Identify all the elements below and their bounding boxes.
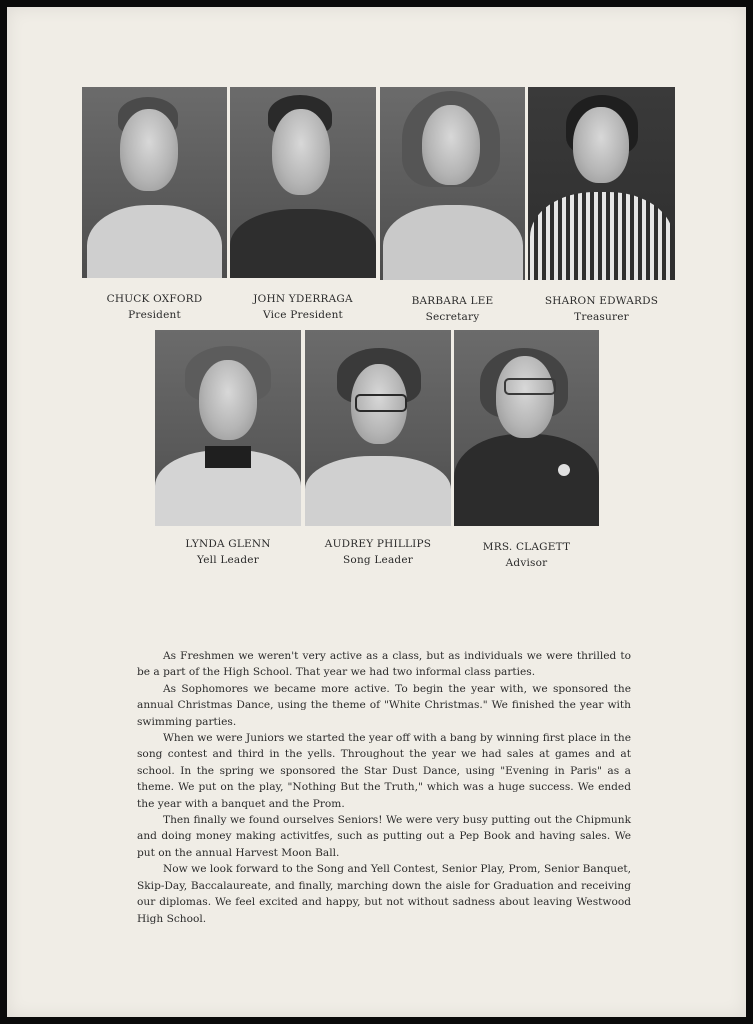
officer-name: CHUCK OXFORD bbox=[106, 293, 203, 305]
paragraph-sophomores: As Sophomores we became more active. To begin the year with, we sponsored the annual Christmas Dance, using the theme of "White Christmas." We finished the year with swimming parties. bbox=[137, 682, 631, 728]
paragraph-seniors: Then finally we found ourselves Seniors! We were very busy putting out the Chipmunk and doing money making activitfes, such as putting out a Pep Book and having sales. We put on the annual Harvest Moon Ball. bbox=[137, 814, 631, 859]
caption-mrs-clagett bbox=[454, 539, 599, 571]
officer-name: BARBARA LEE bbox=[411, 295, 494, 307]
officer-name: LYNDA GLENN bbox=[185, 538, 271, 550]
portrait-sharon-edwards bbox=[528, 87, 675, 280]
officer-name: SHARON EDWARDS bbox=[544, 295, 659, 307]
portrait-john-yderraga bbox=[230, 87, 376, 278]
portrait-mrs-clagett bbox=[454, 330, 599, 526]
portrait-barbara-lee bbox=[380, 87, 525, 280]
caption-barbara-lee bbox=[380, 293, 525, 325]
caption-john-yderraga bbox=[230, 291, 376, 323]
officer-role: Advisor bbox=[505, 557, 548, 569]
portrait-audrey-phillips bbox=[305, 330, 451, 526]
caption-sharon-edwards bbox=[528, 293, 675, 325]
class-history bbox=[137, 648, 631, 927]
paragraph-freshmen: As Freshmen we weren't very active as a class, but as individuals we were thrilled to be a part of the High School. That year we had two informal class parties. bbox=[137, 650, 631, 679]
caption-lynda-glenn bbox=[155, 536, 301, 568]
paragraph-juniors: When we were Juniors we started the year off with a bang by winning first place in the song contest and third in the yells. Throughout the year we had sales at games and at school. In the spring we sponsored the Star Dust Dance, using "Evening in Paris" as a theme. We put on the play, "Nothing But the Truth," which was a huge success. We ended the year with a banquet and the Prom. bbox=[137, 732, 631, 810]
officer-role: Treasurer bbox=[574, 311, 629, 323]
officer-name: JOHN YDERRAGA bbox=[253, 293, 353, 305]
officer-role: Secretary bbox=[425, 311, 480, 323]
caption-chuck-oxford bbox=[82, 291, 227, 323]
officer-role: Song Leader bbox=[343, 554, 413, 566]
paragraph-future: Now we look forward to the Song and Yell Contest, Senior Play, Prom, Senior Banquet, Skip-Day, Baccalaureate, and finally, marching down the aisle for Graduation and receiving our diplomas. We feel excited and happy, but not without sadness about leaving Westwood High School. bbox=[137, 863, 631, 925]
portrait-lynda-glenn bbox=[155, 330, 301, 526]
officer-role: Yell Leader bbox=[197, 554, 259, 566]
officer-name: MRS. CLAGETT bbox=[482, 541, 571, 553]
caption-audrey-phillips bbox=[305, 536, 451, 568]
yearbook-page bbox=[7, 7, 746, 1017]
officer-role: President bbox=[128, 309, 181, 321]
officer-role: Vice President bbox=[263, 309, 343, 321]
officer-name: AUDREY PHILLIPS bbox=[324, 538, 432, 550]
portrait-chuck-oxford bbox=[82, 87, 227, 278]
